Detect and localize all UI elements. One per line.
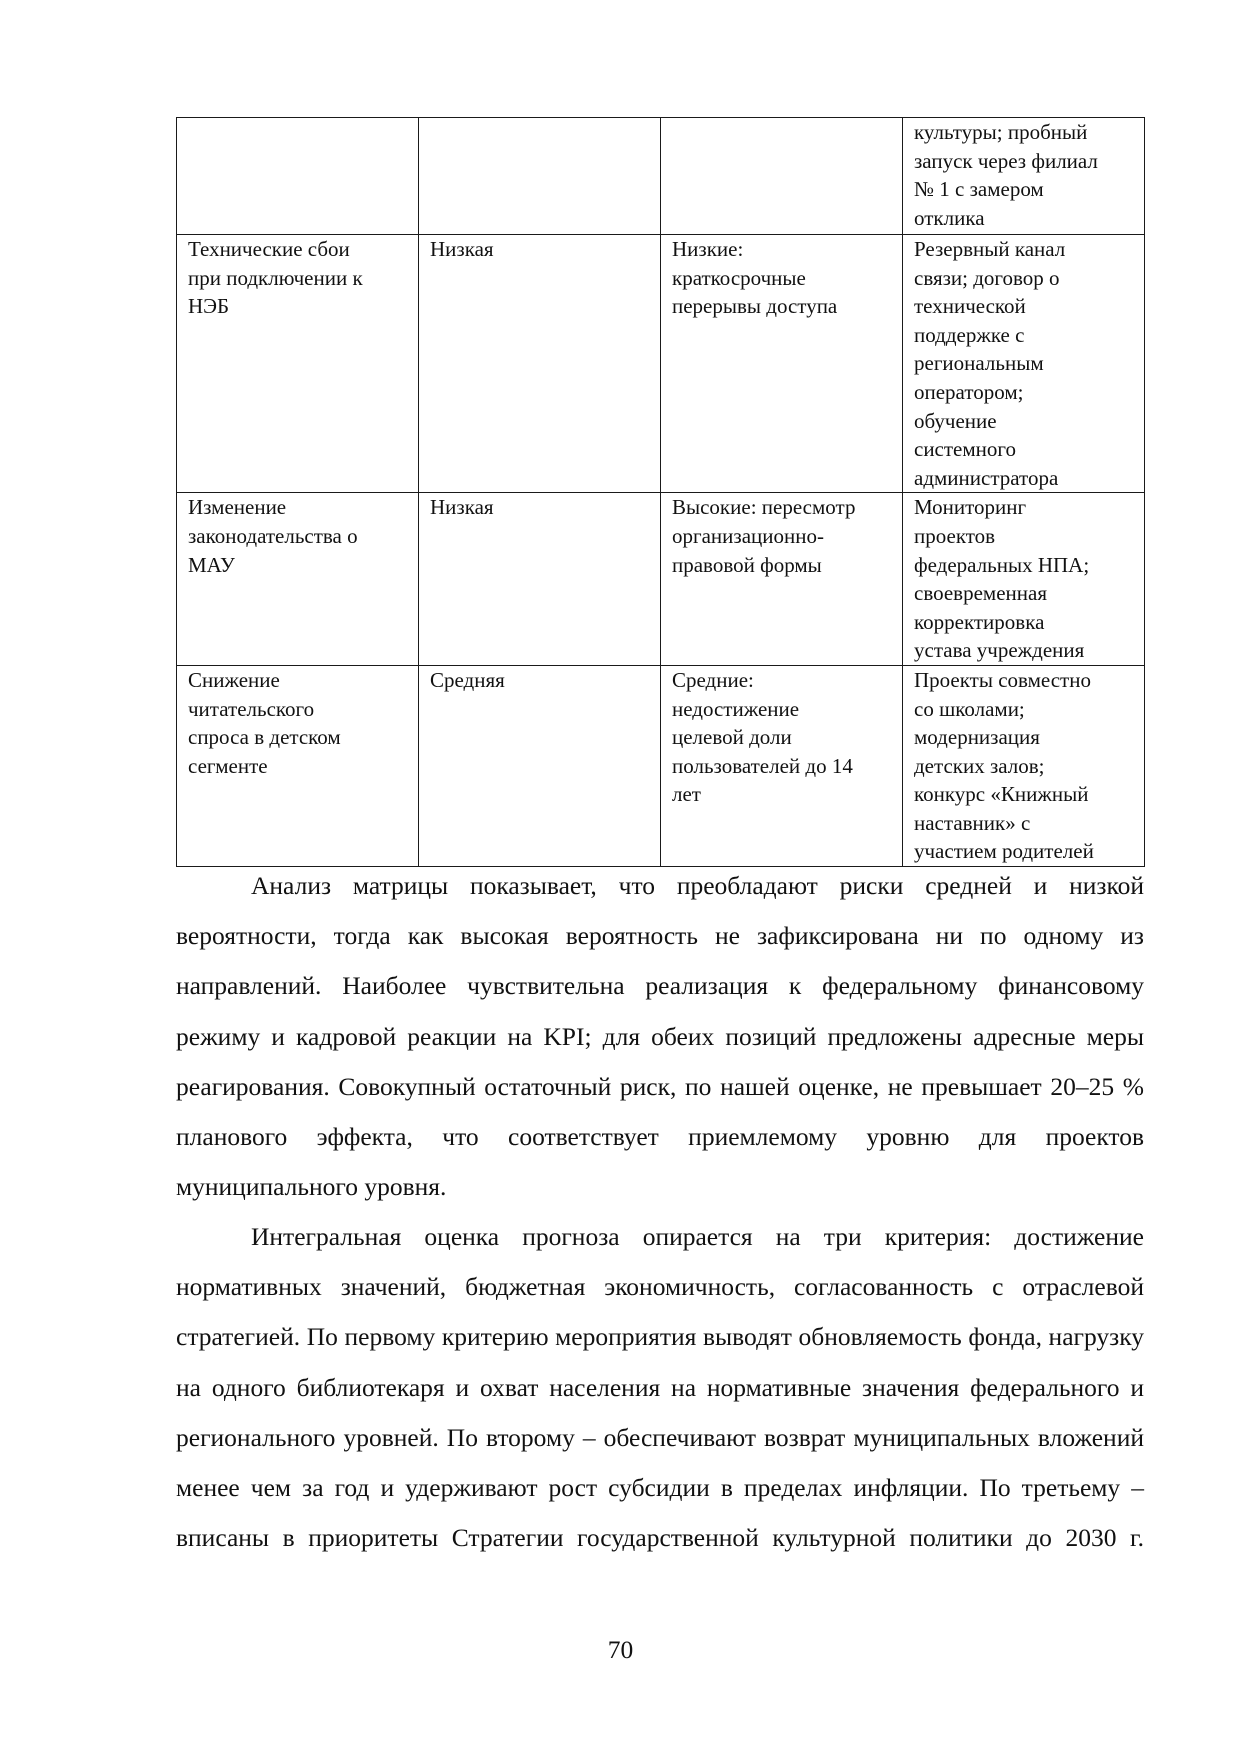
table-cell: Низкая [419,493,661,666]
table-cell: Высокие: пересмотр организационно- правовой формы [661,493,903,666]
table-row [177,493,1145,666]
paragraph-integral-assessment: Интегральная оценка прогноза опирается на три критерия: достижение нормативных значений, бюджетная экономичность, согласованность с отраслевой стратегией. По первому критерию мероприятия выводят обновляемость фонда, нагрузку на одного библиотекаря и охват населения на нормативные значения федерального и регионального уровней. По второму – обеспечивают возврат муниципальных вложений менее чем за год и удерживают рост субсидии в пределах инфляции. По третьему – вписаны в приоритеты Стратегии государственной культурной политики до 2030 г. [176,1222,1144,1553]
paragraph-risk-analysis: Анализ матрицы показывает, что преобладают риски средней и низкой вероятности, тогда как высокая вероятность не зафиксирована ни по одному из направлений. Наиболее чувствительна реализация к федеральному финансовому режиму и кадровой реакции на KPI; для обеих позиций предложены адресные меры реагирования. Совокупный остаточный риск, по нашей оценке, не превышает 20–25 % планового эффекта, что соответствует приемлемому уровню для проектов муниципального уровня. [176,871,1144,1202]
table-cell: Проекты совместно со школами; модернизация детских залов; конкурс «Книжный наставник» с участием родителей [903,665,1145,866]
table-cell: Низкие: краткосрочные перерывы доступа [661,235,903,493]
table-cell: Мониторинг проектов федеральных НПА; своевременная корректировка устава учреждения [903,493,1145,666]
table-cell [419,118,661,235]
table-cell: Низкая [419,235,661,493]
table-cell: культуры; пробный запуск через филиал № 1 с замером отклика [903,118,1145,235]
table-cell [661,118,903,235]
table-cell: Средняя [419,665,661,866]
risk-matrix-table [176,117,1145,867]
page-number: 70 [607,1635,634,1664]
table-cell: Резервный канал связи; договор о технической поддержке с региональным оператором; обучение системного администратора [903,235,1145,493]
table-cell: Средние: недостижение целевой доли пользователей до 14 лет [661,665,903,866]
table-row [177,665,1145,866]
table-row [177,235,1145,493]
table-cell: Изменение законодательства о МАУ [177,493,419,666]
table-row [177,118,1145,235]
table-cell: Снижение читательского спроса в детском сегменте [177,665,419,866]
table-cell: Технические сбои при подключении к НЭБ [177,235,419,493]
table-cell [177,118,419,235]
